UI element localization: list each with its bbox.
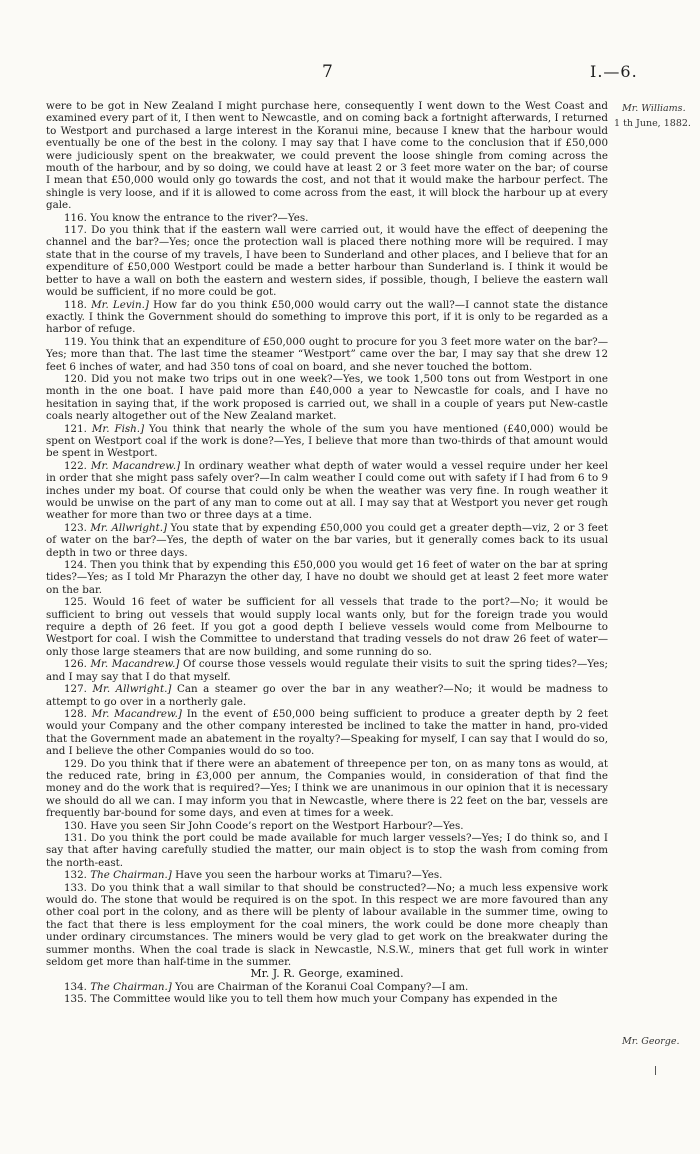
paragraph-number: 126. <box>64 658 87 671</box>
paragraph-number: 122. <box>64 459 87 472</box>
paragraph-number: 135. <box>64 993 87 1006</box>
evidence-paragraph <box>46 708 608 758</box>
paragraph-text: Do you think the port could be made available for much larger vessels?—Yes; I do think so, and I say that after having carefully studied the matter, our main object is to stop the wash from coming from the north-east. <box>46 831 608 869</box>
evidence-paragraph <box>46 869 608 881</box>
evidence-paragraphs <box>46 212 608 969</box>
paragraph-text: Of course those vessels would regulate their visits to suit the spring tides?—Yes; and I may say that I do that myself. <box>46 658 608 683</box>
evidence-paragraph <box>46 336 608 373</box>
paragraph-number: 134. <box>64 980 87 993</box>
paragraph-text: Do you think that a wall similar to that should be constructed?—No; a much less expensive work would do. The stone that would be required is on the spot. In this respect we are more favoured than any other coal port in the colony, and as there will be plenty of labour available in the summer time, owing to the fact that there is less employment for the coal miners, the work could be done more cheaply than under ordinary circumstances. The miners would be very glad to get work on the breakwater during the summer months. When the coal trade is slack in Newcastle, N.S.W., miners that get full work in winter seldom get more than half-time in the summer. <box>46 881 608 969</box>
evidence-paragraph <box>46 758 608 820</box>
evidence-paragraph <box>46 832 608 869</box>
paragraph-number: 116. <box>64 211 87 224</box>
paragraph-text: Do you think that if the eastern wall were carried out, it would have the effect of deepening the channel and the bar?—Yes; once the protection wall is placed there nothing more will be required. I may state that in the course of my travels, I have been to Sunderland and other places, and I believe that for an expenditure of £50,000 Westport could be made a better harbour than Sunderland is. I think it would be better to have a wall on both the eastern and western sides, if possible, though, I believe the eastern wall would be sufficient, if no more could be got. <box>46 224 608 299</box>
paragraph-text: Do you think that if there were an abatement of threepence per ton, on as many tons as would, at the reduced rate, bring in £3,000 per annum, the Companies would, in consideration of that find the money and do the work that is required?—Yes; I think we are unanimous in our opinion that it is necessary we should do all we can. I may inform you that in Newcastle, where there is 22 feet on the bar, vessels are frequently bar-bound for some days, and even at times for a week. <box>46 757 609 820</box>
speaker-label: The Chairman.] <box>90 980 172 993</box>
paragraph-number: 118. <box>64 298 87 311</box>
evidence-paragraph <box>46 981 608 993</box>
speaker-label: The Chairman.] <box>90 869 172 882</box>
paragraph-number: 124. <box>64 559 87 572</box>
paragraph-text: The Committee would like you to tell them how much your Company has expended in the <box>90 993 558 1006</box>
paragraph-number: 119. <box>64 335 87 348</box>
margin-witness-williams: Mr. Williams. <box>622 103 686 114</box>
paragraph-text: You think that an expenditure of £50,000 ought to procure for you 3 feet more water on the bar?—Yes; more than that. The last time the steamer “Westport” came over the bar, I may say that she drew 12 feet 6 inches of water, and had 350 tons of coal on board, and she never touched the bottom. <box>46 335 608 373</box>
evidence-paragraph <box>46 820 608 832</box>
document-body <box>46 100 608 1006</box>
paragraph-text: Can a steamer go over the bar in any weather?—No; it would be madness to attempt to go over in a northerly gale. <box>46 683 608 708</box>
evidence-paragraph <box>46 658 608 683</box>
evidence-paragraph <box>46 460 608 522</box>
margin-date: 1 th June, 1882. <box>614 118 691 129</box>
evidence-paragraph <box>46 993 608 1005</box>
margin-witness-george: Mr. George. <box>622 1036 680 1047</box>
paragraph-number: 123. <box>64 521 87 534</box>
paragraph-number: 128. <box>64 707 87 720</box>
evidence-paragraphs-george <box>46 981 608 1006</box>
speaker-label: Mr. Macandrew.] <box>90 459 181 472</box>
evidence-paragraph <box>46 596 608 658</box>
speaker-label: Mr. Macandrew.] <box>91 707 182 720</box>
paragraph-text: You are Chairman of the Koranui Coal Company?—I am. <box>175 980 469 993</box>
paragraph-number: 127. <box>64 683 87 696</box>
document-reference: I.—6. <box>590 62 638 81</box>
intro-paragraph: were to be got in New Zealand I might purchase here, consequently I went down to the West Coast and examined every part of it, I then went to Newcastle, and on coming back a fortnight afterwards, I returned to Westport and purchased a large interest in the Koranui mine, because I knew that the harbour would eventually be one of the best in the colony. I may say that I have come to the conclusion that if £50,000 were judiciously spent on the breakwater, we could prevent the loose shingle from coming across the mouth of the harbour, and by so doing, we could have at least 2 or 3 feet more water on the bar; of course I mean that £50,000 would only go towards the cost, and not that it would make the harbour perfect. The shingle is very loose, and if it is allowed to come across from the east, it will block the harbour up at every gale. <box>46 100 608 212</box>
evidence-paragraph <box>46 224 608 298</box>
speaker-label: Mr. Fish.] <box>91 422 145 435</box>
paragraph-text: In the event of £50,000 being sufficient to produce a greater depth by 2 feet would your Company and the other company interested be inclined to take the matter in hand, pro-vided that the Government made an abatement in the royalty?—Speaking for myself, I can say that I would do so, and I believe the other Companies would do so too. <box>46 707 609 758</box>
paragraph-number: 133. <box>64 881 87 894</box>
evidence-paragraph <box>46 683 608 708</box>
evidence-paragraph <box>46 212 608 224</box>
paragraph-number: 117. <box>64 224 87 237</box>
evidence-paragraph <box>46 882 608 969</box>
paragraph-number: 120. <box>64 372 87 385</box>
section-title: Mr. J. R. George, examined. <box>250 967 404 981</box>
paragraph-number: 130. <box>64 819 87 832</box>
evidence-paragraph <box>46 423 608 460</box>
speaker-label: Mr. Levin.] <box>91 298 149 311</box>
paragraph-number: 121. <box>64 422 87 435</box>
evidence-paragraph <box>46 299 608 336</box>
gutter-mark <box>655 1066 656 1075</box>
speaker-label: Mr. Macandrew.] <box>90 658 180 671</box>
speaker-label: Mr. Allwright.] <box>92 683 172 696</box>
paragraph-text: Would 16 feet of water be sufficient for all vessels that trade to the port?—No; it would be sufficient to bring out vessels that would supply local wants only, but for the foreign trade you would require a depth of 26 feet. If you got a good depth I believe vessels would come from Melbourne to Westport for coal. I wish the Committee to understand that trading vessels do not draw 26 feet of water—only those large steamers that are now building, and some running do so. <box>46 596 608 658</box>
paragraph-number: 125. <box>64 596 87 609</box>
paragraph-text: Then you think that by expending this £50,000 you would get 16 feet of water on the bar at spring tides?—Yes; as I told Mr Pharazyn the other day, I have no doubt we should get at least 2 feet more water on the bar. <box>46 559 608 596</box>
page-number: 7 <box>322 62 333 82</box>
evidence-paragraph <box>46 559 608 596</box>
paragraph-number: 131. <box>64 831 87 844</box>
speaker-label: Mr. Allwright.] <box>90 521 168 534</box>
paragraph-text: You state that by expending £50,000 you could get a greater depth—viz, 2 or 3 feet of water on the bar?—Yes, the depth of water on the bar varies, but it generally comes back to its usual depth in two or three days. <box>46 521 608 559</box>
page-header <box>0 62 700 84</box>
paragraph-text: Have you seen the harbour works at Timaru?—Yes. <box>175 869 443 882</box>
paragraph-number: 132. <box>64 869 87 882</box>
paragraph-text: Have you seen Sir John Coode’s report on the Westport Harbour?—Yes. <box>90 819 464 832</box>
paragraph-number: 129. <box>64 757 87 770</box>
evidence-paragraph <box>46 522 608 559</box>
paragraph-text: How far do you think £50,000 would carry out the wall?—I cannot state the distance exactly. I think the Government should do something to improve this port, if it is only to be regarded as a harbor of refuge. <box>46 298 609 336</box>
paragraph-text: In ordinary weather what depth of water would a vessel require under her keel in order that she might pass safely over?—In calm weather I could come out with safety if I had from 6 to 9 inches under my boat. Of course that could only be when the weather was very fine. In rough weather it would be unwise on the part of any man to come out at all. I may say that at Westport you never get rough weather for more than two or three days at a time. <box>46 459 608 522</box>
paragraph-text: Did you not make two trips out in one week?—Yes, we took 1,500 tons out from Westport in one month in the one boat. I have paid more than £40,000 a year to Newcastle for coals, and I have no hesitation in saying that, if the work proposed is carried out, we shall in a couple of years put New-castle coals nearly altogether out of the New Zealand market. <box>46 372 608 423</box>
paragraph-text: You know the entrance to the river?—Yes. <box>90 211 309 224</box>
paragraph-text: You think that nearly the whole of the sum you have mentioned (£40,000) would be spent on Westport coal if the work is done?—Yes, I believe that more than two-thirds of that amount would be spent in Westport. <box>46 422 608 460</box>
evidence-paragraph <box>46 373 608 423</box>
